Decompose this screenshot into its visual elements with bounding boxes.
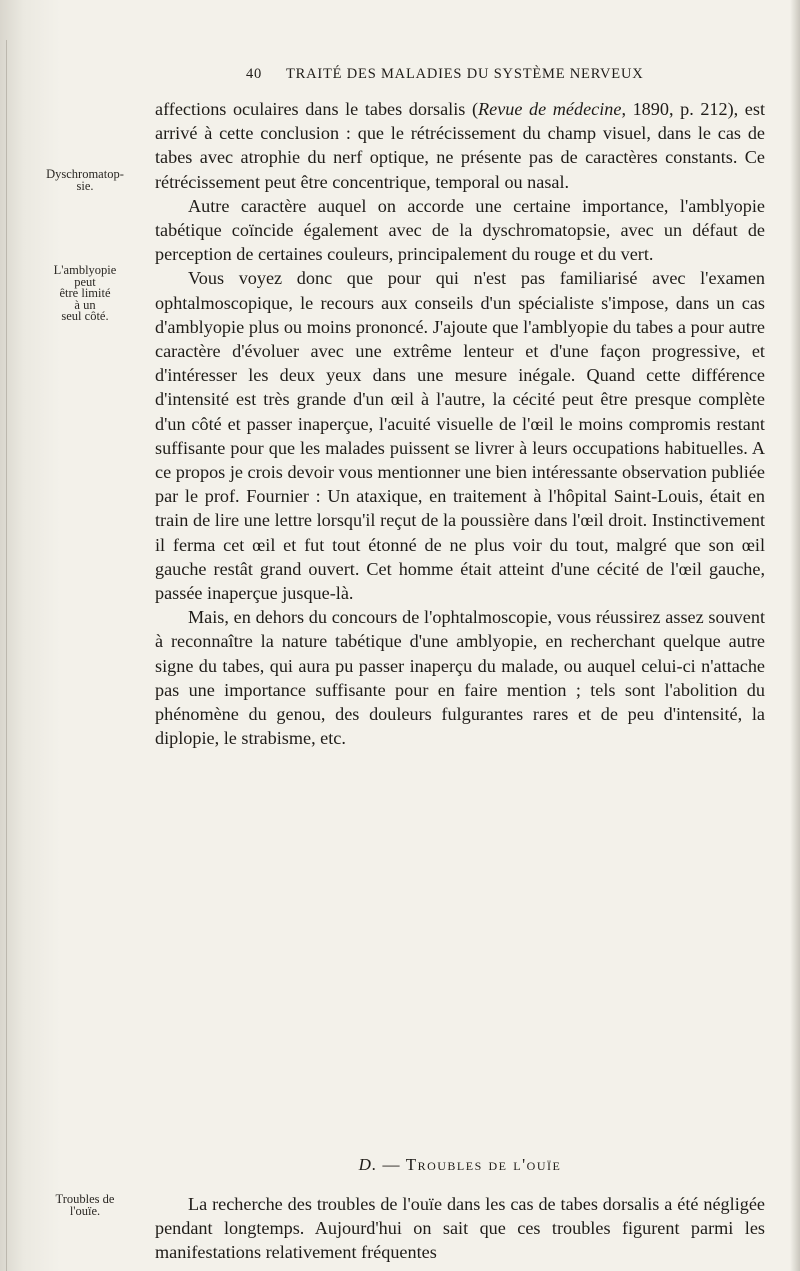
section-letter: D.: [358, 1155, 378, 1174]
margin-note-line: Troubles de: [55, 1192, 115, 1206]
text-run: , 1890, p. 212), est arrivé à cette conclusion : que le rétrécissement du champ visuel, dans le cas de tabes avec atrophie du nerf optique, ne présente pas de caractères constants. Ce rétrécissement peut être concentrique, temporal ou nasal.: [155, 99, 765, 192]
margin-note-line: Dyschromatop-: [46, 167, 124, 181]
text-run: affections oculaires dans le tabes dorsalis (: [155, 99, 479, 119]
margin-note-line: peut: [74, 274, 96, 289]
running-title: TRAITÉ DES MALADIES DU SYSTÈME NERVEUX: [286, 66, 644, 82]
paragraph: La recherche des troubles de l'ouïe dans les cas de tabes dorsalis a été négligée pendant longtemps. Aujourd'hui on sait que ces troubles figurent parmi les manifestations relativement fréquentes: [155, 1194, 765, 1263]
page-number: 40: [246, 66, 263, 82]
section-heading: [155, 1155, 765, 1175]
page-right-edge: [790, 0, 800, 1271]
paragraph: [155, 605, 765, 750]
margin-note-line: à un: [74, 297, 96, 312]
paragraph: [155, 266, 765, 605]
margin-note-dyschromatopsie: [30, 169, 140, 192]
section-title: Troubles de l'ouïe: [405, 1155, 562, 1174]
margin-note-amblyopie: [30, 265, 140, 323]
journal-title: Revue de médecine: [478, 99, 622, 119]
paragraph: [155, 194, 765, 267]
section-text: [155, 1192, 765, 1265]
margin-note-line: l'ouïe.: [69, 1203, 101, 1218]
text-run: Autre caractère auquel on accorde une certaine importance, l'amblyopie tabétique coïncide également avec de la dyschromatopsie, avec un défaut de perception de certaines couleurs, principalement du rouge et du vert.: [155, 195, 765, 265]
section-dash: —: [377, 1155, 406, 1174]
running-header: [0, 66, 800, 86]
text-run: Mais, en dehors du concours de l'ophtalmoscopie, vous réussirez assez souvent à reconnaître la nature tabétique d'une amblyopie, en recherchant quelque autre signe du tabes, qui aura pu passer inaperçu du malade, ou auquel celui-ci n'attache pas une importance suffisante pour en faire mention ; tels sont l'abolition du phénomène du genou, des douleurs fulgurantes rares et de peu d'intensité, la diplopie, le strabisme, etc.: [155, 607, 765, 749]
page-binding-line: [6, 40, 7, 1271]
margin-note-line: être limité: [59, 286, 111, 300]
margin-note-line: L'amblyopie: [53, 263, 117, 277]
margin-note-line: sie.: [76, 178, 94, 193]
main-text: [155, 97, 765, 750]
margin-note-troubles-ouie: [30, 1194, 140, 1217]
paragraph: [155, 97, 765, 194]
margin-note-line: seul côté.: [61, 309, 109, 323]
text-run: Vous voyez donc que pour qui n'est pas familiarisé avec l'examen ophtalmoscopique, le recours aux conseils d'un spécialiste s'impose, dans un cas d'amblyopie plus ou moins prononcé. J'ajoute que l'amblyopie du tabes a pour autre caractère d'évoluer avec une extrême lenteur et d'une façon progressive, et d'intéresser les deux yeux dans une mesure inégale. Quand cette différence d'intensité est très grande d'un œil à l'autre, la cécité peut être presque complète d'un côté et passer inaperçue, l'acuité visuelle de l'œil le moins compromis restant suffisante pour que les malades puissent se livrer à leurs occupations habituelles. A ce propos je crois devoir vous mentionner une bien intéressante observation publiée par le prof. Fournier : Un ataxique, en traitement à l'hôpital Saint-Louis, était en train de lire une lettre lorsqu'il reçut de la poussière dans l'œil droit. Instinctivement il ferma cet œil et fut tout étonné de ne plus voir du tout, malgré que son œil gauche restât grand ouvert. Cet homme était atteint d'une cécité de l'œil gauche, passée inaperçue jusque-là.: [155, 268, 765, 604]
